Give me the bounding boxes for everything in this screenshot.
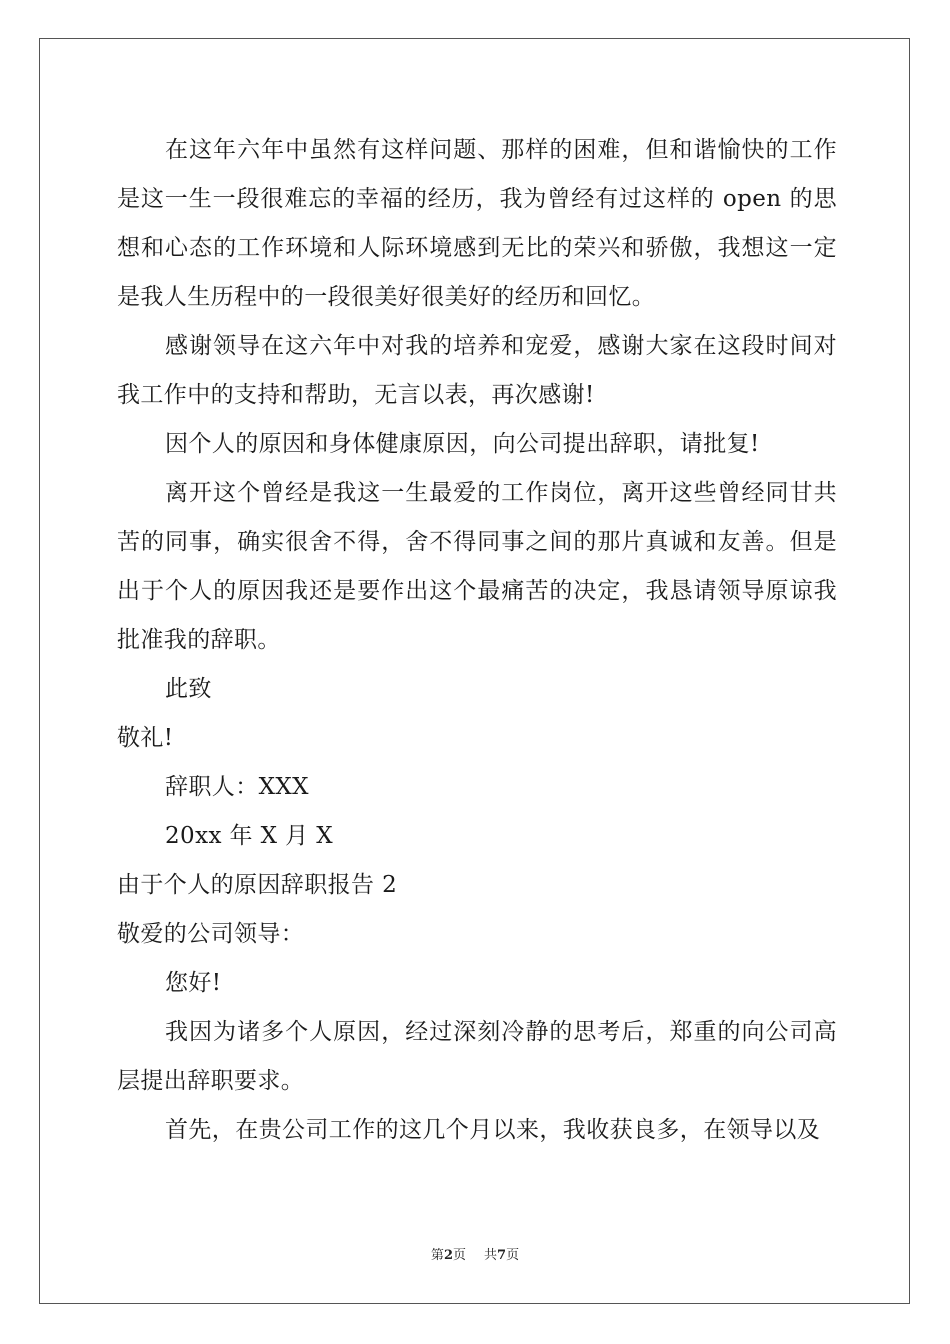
paragraph: 因个人的原因和身体健康原因，向公司提出辞职，请批复! — [165, 431, 760, 457]
page-label-suffix: 页 — [452, 1248, 466, 1263]
paragraph: 首先，在贵公司工作的这几个月以来，我收获良多，在领导以及 — [165, 1117, 821, 1143]
page-label-prefix: 第 — [430, 1248, 444, 1263]
total-label-suffix: 页 — [506, 1248, 520, 1263]
closing-salutation: 此致 — [165, 676, 212, 702]
closing-regards: 敬礼! — [117, 725, 174, 751]
section-title: 由于个人的原因辞职报告 2 — [117, 872, 398, 898]
greeting-recipient: 敬爱的公司领导： — [117, 921, 305, 947]
date-line: 20xx 年 X 月 X — [165, 823, 334, 849]
total-pages: 7 — [497, 1248, 507, 1263]
paragraph: 感谢领导在这六年中对我的培养和宠爱，感谢大家在这段时间对我工作中的支持和帮助，无言以表，再次感谢! — [117, 333, 837, 408]
paragraph: 我因为诸多个人原因，经过深刻冷静的思考后，郑重的向公司高层提出辞职要求。 — [117, 1019, 837, 1094]
page-number: 2 — [443, 1248, 453, 1263]
document-body — [117, 126, 837, 1155]
paragraph: 离开这个曾经是我这一生最爱的工作岗位，离开这些曾经同甘共苦的同事，确实很舍不得，舍不得同事之间的那片真诚和友善。但是出于个人的原因我还是要作出这个最痛苦的决定，我恳请领导原谅我批准我的辞职。 — [117, 480, 837, 653]
greeting: 您好! — [165, 970, 222, 996]
page-footer — [0, 1246, 950, 1266]
signature-line: 辞职人：XXX — [165, 774, 309, 800]
paragraph: 在这年六年中虽然有这样问题、那样的困难，但和谐愉快的工作是这一生一段很难忘的幸福的经历，我为曾经有过这样的 open 的思想和心态的工作环境和人际环境感到无比的荣兴和骄傲，我想这一定是我人生历程中的一段很美好很美好的经历和回忆。 — [117, 137, 837, 310]
total-label-prefix: 共 — [484, 1248, 498, 1263]
